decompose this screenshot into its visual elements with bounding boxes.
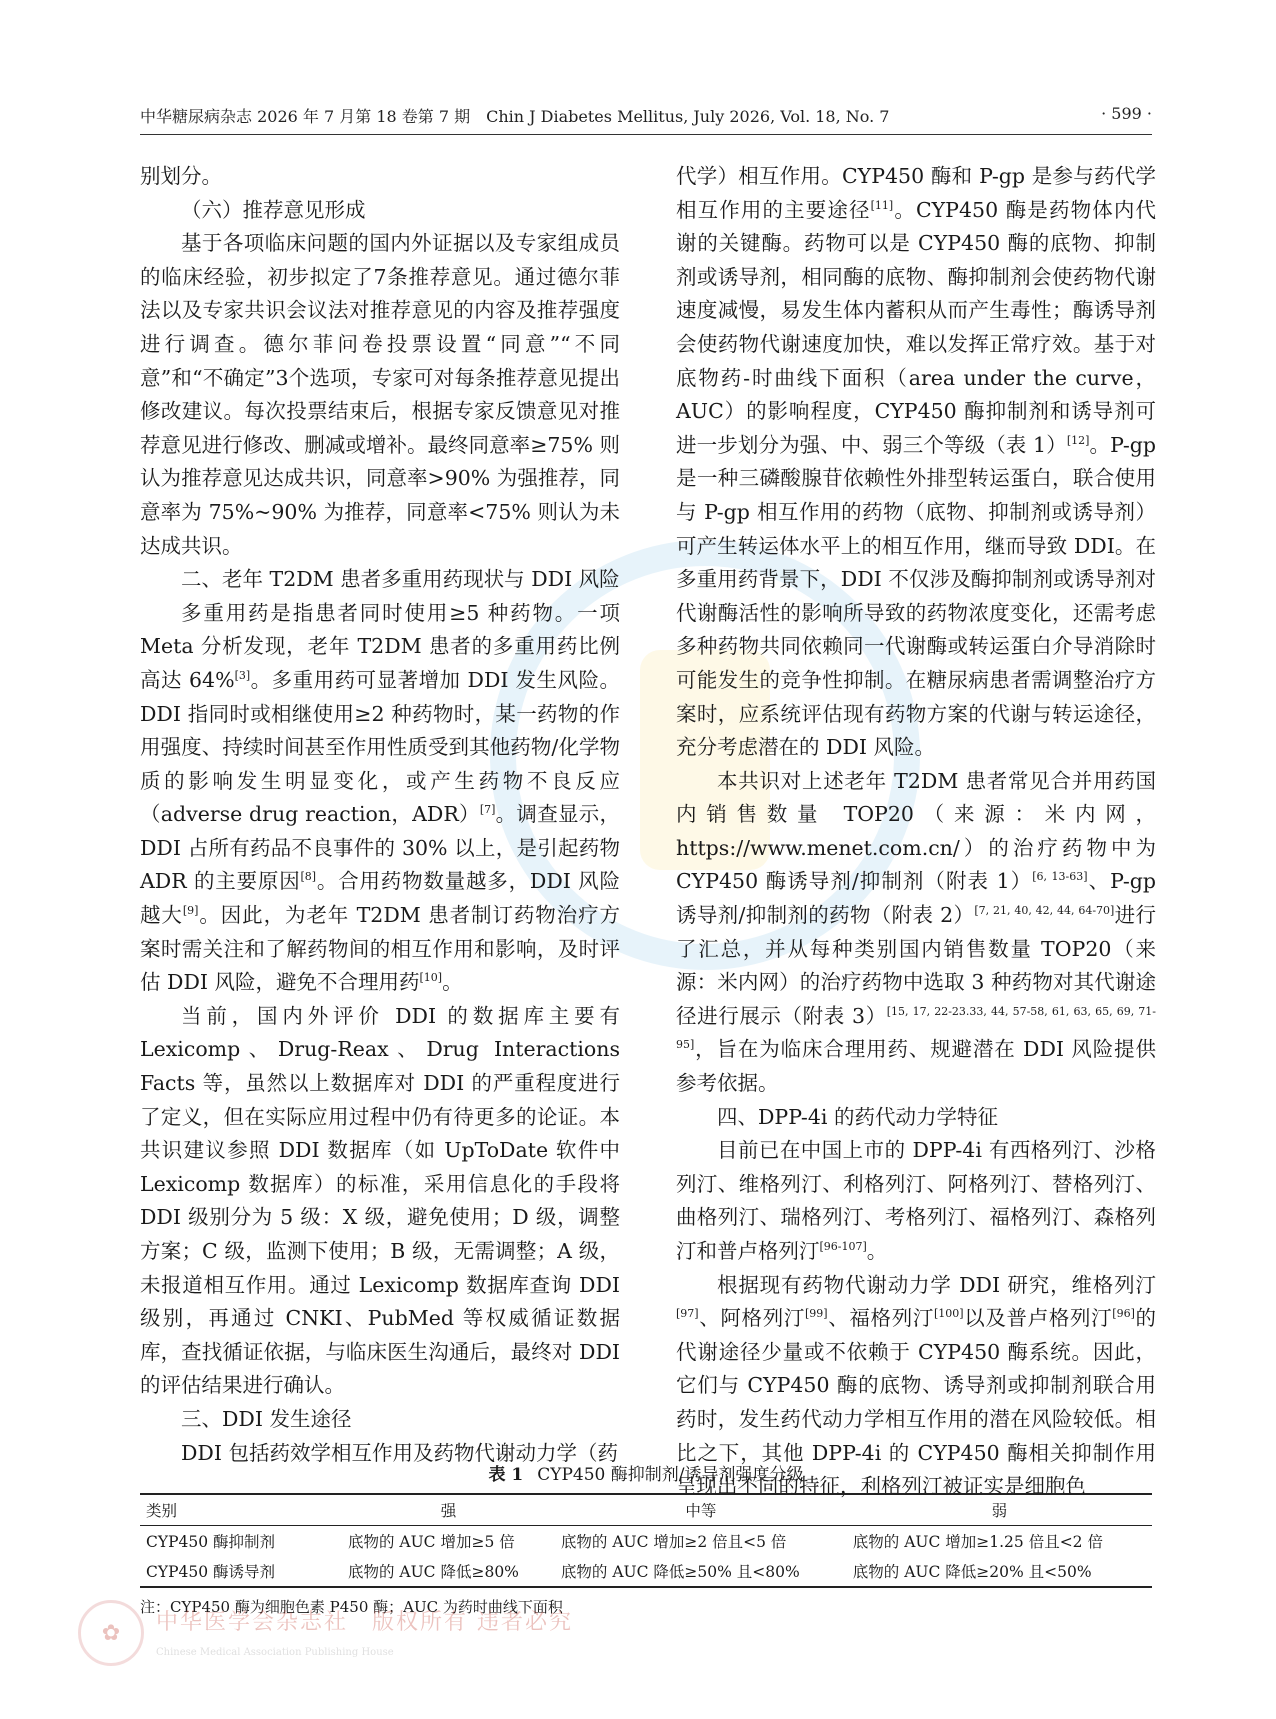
- paragraph: 目前已在中国上市的 DPP-4i 有西格列汀、沙格列汀、维格列汀、利格列汀、阿格列汀、替格列汀、曲格列汀、瑞格列汀、考格列汀、福格列汀、森格列汀和普卢格列汀[96-107]。: [676, 1138, 1156, 1263]
- paragraph: 根据现有药物代谢动力学 DDI 研究，维格列汀[97]、阿格列汀[99]、福格列汀[100]以及普卢格列汀[96]的代谢途径少量或不依赖于 CYP450 酶系统。因此，它们与 CYP450 酶的底物、诱导剂或抑制剂联合用药时，发生药代动力学相互作用的潜在风险较低。相比之下，其他 DPP-4i 的 CYP450 酶相关抑制作用呈现出不同的特征，利格列汀被证实是细胞色: [676, 1272, 1157, 1499]
- table-title: CYP450 酶抑制剂/诱导剂强度分级: [537, 1465, 804, 1485]
- table-cell: 底物的 AUC 增加≥2 倍且<5 倍: [560, 1533, 787, 1551]
- table-cell: 底物的 AUC 降低≥50% 且<80%: [560, 1563, 800, 1581]
- strength-table: [140, 1493, 1152, 1588]
- citation: [9]: [182, 904, 199, 918]
- journal-info: 中华糖尿病杂志 2026 年 7 月第 18 卷第 7 期 Chin J Diabetes Mellitus, July 2026, Vol. 18, No. 7: [140, 107, 890, 126]
- citation: [12]: [1066, 433, 1090, 447]
- citation: [3]: [234, 669, 251, 683]
- table-cell: CYP450 酶诱导剂: [146, 1563, 276, 1581]
- citation: [11]: [870, 198, 894, 212]
- publisher-watermark: [78, 1600, 573, 1666]
- citation: [15, 17, 22-23.33, 44, 57-58, 61, 63, 65, 69, 71-95]: [676, 1005, 1156, 1052]
- header-rule: [140, 134, 1152, 135]
- table-cell: CYP450 酶抑制剂: [146, 1533, 276, 1551]
- section-heading: （六）推荐意见形成: [181, 197, 366, 222]
- section-heading: 三、DDI 发生途径: [181, 1406, 352, 1431]
- table-1: [140, 1460, 1152, 1617]
- citation: [7]: [479, 803, 496, 817]
- table-cell: 底物的 AUC 降低≥80%: [348, 1563, 519, 1581]
- right-column: [676, 160, 1156, 1504]
- section-heading: 四、DPP-4i 的药代动力学特征: [717, 1104, 998, 1129]
- table-row: [140, 1526, 1152, 1557]
- paragraph: 基于各项临床问题的国内外证据以及专家组成员的临床经验，初步拟定了7条推荐意见。通过德尔菲法以及专家共识会议法对推荐意见的内容及推荐强度进行调查。德尔菲问卷投票设置“同意”“不同意”和“不确定”3个选项，专家可对每条推荐意见提出修改建议。每次投票结束后，根据专家反馈意见对推荐意见进行修改、删减或增补。最终同意率≥75% 则认为推荐意见达成共识，同意率>90% 为强推荐，同意率为 75%~90% 为推荐，同意率<75% 则认为未达成共识。: [140, 231, 620, 558]
- table-note: 注：CYP450 酶为细胞色素 P450 酶；AUC 为药时曲线下面积: [140, 1598, 563, 1616]
- citation: [96]: [1112, 1307, 1135, 1321]
- col-header-strong: 强: [440, 1502, 457, 1520]
- citation: [99]: [805, 1307, 828, 1321]
- table-header-row: [140, 1494, 1152, 1526]
- table-cell: 底物的 AUC 增加≥5 倍: [348, 1533, 515, 1551]
- citation: [97]: [676, 1307, 699, 1321]
- citation: [7, 21, 40, 42, 44, 64-70]: [974, 904, 1115, 918]
- col-header-moderate: 中等: [685, 1502, 717, 1520]
- table-cell: 底物的 AUC 增加≥1.25 倍且<2 倍: [852, 1533, 1103, 1551]
- paragraph: 代学）相互作用。CYP450 酶和 P-gp 是参与药代学相互作用的主要途径[11]。CYP450 酶是药物体内代谢的关键酶。药物可以是 CYP450 酶的底物、抑制剂或诱导剂，相同酶的底物、酶抑制剂会使药物代谢速度减慢，易发生体内蓄积从而产生毒性；酶诱导剂会使药物代谢速度加快，难以发挥正常疗效。基于对底物药-时曲线下面积（area under the curve，AUC）的影响程度，CYP450 酶抑制剂和诱导剂可进一步划分为强、中、弱三个等级（表 1）[12]。P-gp 是一种三磷酸腺苷依赖性外排型转运蛋白，联合使用与 P-gp 相互作用的药物（底物、抑制剂或诱导剂）可产生转运体水平上的相互作用，继而导致 DDI。在多重用药背景下，DDI 不仅涉及酶抑制剂或诱导剂对代谢酶活性的影响所导致的药物浓度变化，还需考虑多种药物共同依赖同一代谢酶或转运蛋白介导消除时可能发生的竞争性抑制。在糖尿病患者需调整治疗方案时，应系统评估现有药物方案的代谢与转运途径，充分考虑潜在的 DDI 风险。: [676, 164, 1156, 760]
- citation: [10]: [419, 971, 443, 985]
- citation: [8]: [300, 870, 317, 884]
- flower-logo-icon: ✿: [78, 1600, 144, 1666]
- citation: [6, 13-63]: [1032, 870, 1088, 884]
- paragraph: 当前，国内外评价 DDI 的数据库主要有 Lexicomp、Drug-Reax、Drug Interactions Facts 等，虽然以上数据库对 DDI 的严重程度进行了定义，但在实际应用过程中仍有待更多的论证。本共识建议参照 DDI 数据库（如 UpToDate 软件中 Lexicomp 数据库）的标准，采用信息化的手段将 DDI 级别分为 5 级：X 级，避免使用；D 级，调整方案；C 级，监测下使用；B 级，无需调整；A 级，未报道相互作用。通过 Lexicomp 数据库查询 DDI 级别，再通过 CNKI、PubMed 等权威循证数据库，查找循证依据，与临床医生沟通后，最终对 DDI 的评估结果进行确认。: [140, 1003, 620, 1398]
- citation: [100]: [934, 1307, 964, 1321]
- table-cell: 底物的 AUC 降低≥20% 且<50%: [852, 1563, 1092, 1581]
- paragraph: 多重用药是指患者同时使用≥5 种药物。一项 Meta 分析发现，老年 T2DM 患者的多重用药比例高达 64%[3]。多重用药可显著增加 DDI 发生风险。DDI 指同时或相继使用≥2 种药物时，某一药物的作用强度、持续时间甚至作用性质受到其他药物/化学物质的影响发生明显变化，或产生药物不良反应（adverse drug reaction，ADR）[7]。调查显示，DDI 占所有药品不良事件的 30% 以上，是引起药物 ADR 的主要原因[8]。合用药物数量越多，DDI 风险越大[9]。因此，为老年 T2DM 患者制订药物治疗方案时需关注和了解药物间的相互作用和影响，及时评估 DDI 风险，避免不合理用药[10]。: [140, 600, 620, 995]
- publisher-text: 中华医学会杂志社 版权所有 违者必究 Chinese Medical Association Publishing House: [156, 1610, 574, 1658]
- paragraph: 本共识对上述老年 T2DM 患者常见合并用药国内销售数量 TOP20（来源：米内网，https://www.menet.com.cn/）的治疗药物中为 CYP450 酶诱导剂/抑制剂（附表 1）[6, 13-63]、P-gp 诱导剂/抑制剂的药物（附表 2）[7, 21, 40, 42, 44, 64-70]进行了汇总，并从每种类别国内销售数量 TOP20（来源：米内网）的治疗药物中选取 3 种药物对其代谢途径进行展示（附表 3）[15, 17, 22-23.33, 44, 57-58, 61, 63, 65, 69, 71-95]，旨在为临床合理用药、规避潜在 DDI 风险提供参考依据。: [676, 768, 1157, 1096]
- paragraph: DDI 包括药效学相互作用及药物代谢动力学（药: [181, 1440, 618, 1465]
- table-label: 表 1: [488, 1465, 524, 1485]
- citation: [96-107]: [819, 1240, 867, 1254]
- section-heading: 二、老年 T2DM 患者多重用药现状与 DDI 风险: [181, 567, 620, 592]
- col-header-weak: 弱: [991, 1502, 1008, 1520]
- col-header-category: 类别: [146, 1502, 178, 1520]
- table-row: [140, 1556, 1152, 1587]
- paragraph: 别划分。: [140, 164, 222, 188]
- running-header: [140, 104, 1152, 127]
- table-caption: [140, 1460, 1152, 1485]
- page-number: · 599 ·: [1101, 104, 1152, 123]
- left-column: [140, 160, 620, 1470]
